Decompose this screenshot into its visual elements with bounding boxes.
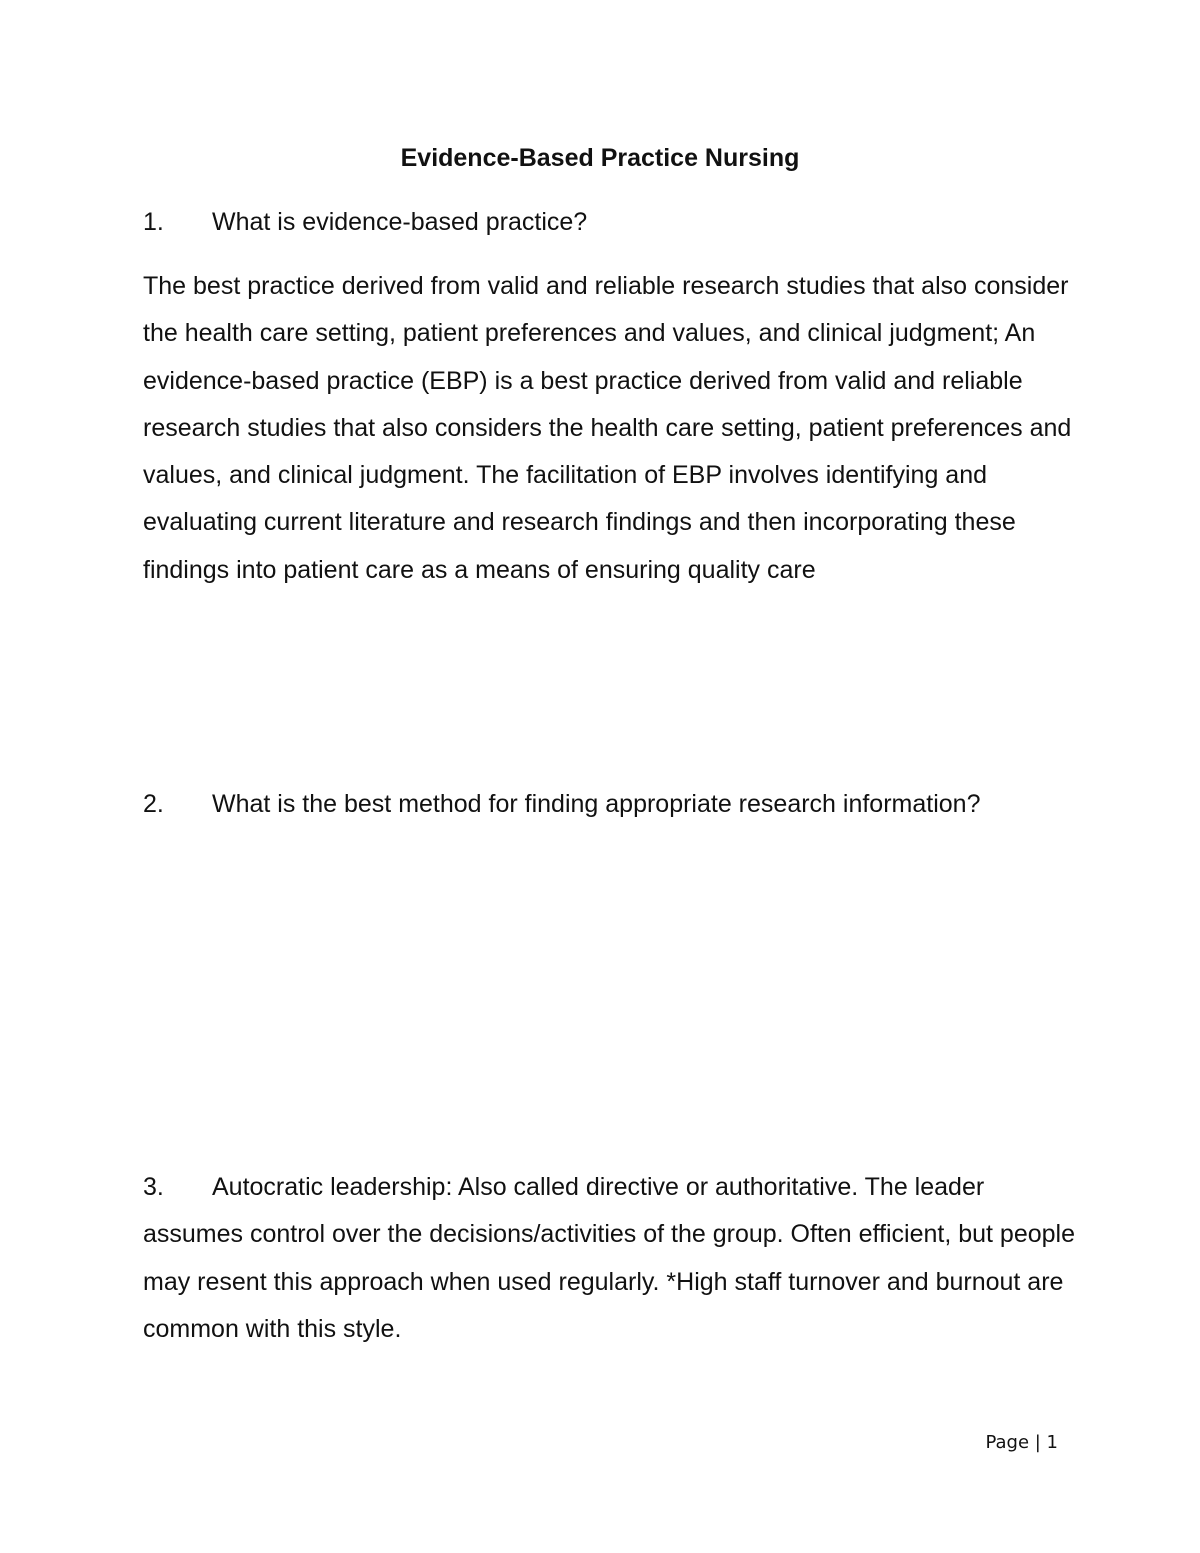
question-1-number: 1. xyxy=(143,208,164,236)
question-1-text: What is evidence-based practice? xyxy=(212,208,588,236)
question-2-text: What is the best method for finding appropriate research information? xyxy=(212,790,981,818)
question-2 xyxy=(143,786,1083,822)
page-number-footer: Page | 1 xyxy=(985,1432,1058,1453)
document-title: Evidence-Based Practice Nursing xyxy=(400,144,800,172)
question-3 xyxy=(143,1164,1083,1353)
question-3-number: 3. xyxy=(143,1173,164,1201)
answer-1: The best practice derived from valid and reliable research studies that also consider the health care setting, patient preferences and values, and clinical judgment; An evidence-based practice (EBP) is a best practice derived from valid and reliable research studies that also considers the health care setting, patient preferences and values, and clinical judgment. The facilitation of EBP involves identifying and evaluating current literature and research findings and then incorporating these findings into patient care as a means of ensuring quality care xyxy=(143,272,1072,584)
question-3-text: Autocratic leadership: Also called directive or authoritative. The leader assumes control over the decisions/activities of the group. Often efficient, but people may resent this approach when used regularly. *High staff turnover and burnout are common with this style. xyxy=(143,1173,1076,1343)
question-1 xyxy=(143,204,1083,240)
question-2-number: 2. xyxy=(143,790,164,818)
